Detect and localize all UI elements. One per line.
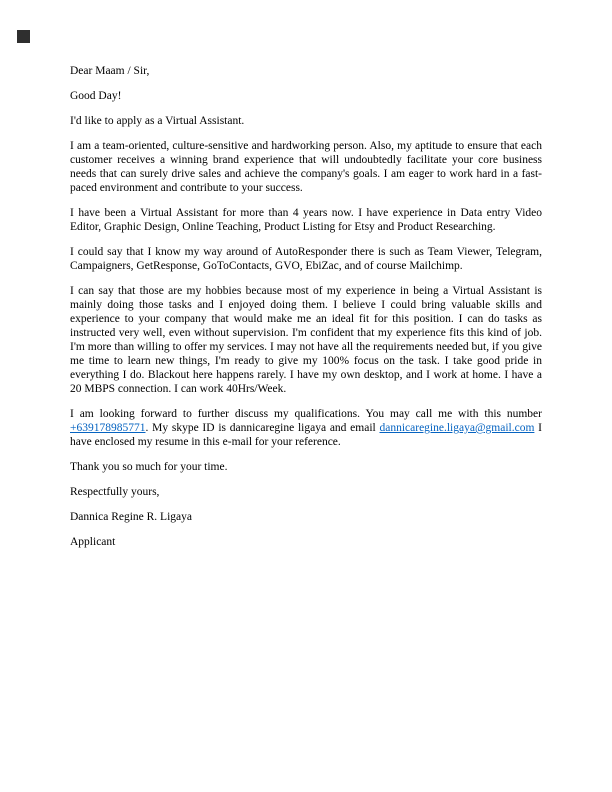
contact-text-before-phone: I am looking forward to further discuss my qualifications. You may call me with this number [70,408,542,420]
sign-off: Respectfully yours, [70,486,160,498]
email-link[interactable]: dannicaregine.ligaya@gmail.com [379,422,535,434]
thanks-line: Thank you so much for your time. [70,461,228,473]
paragraph-qualities: I am a team-oriented, culture-sensitive and hardworking person. Also, my aptitude to ensure that each customer receives a winning brand experience that will undoubtedly facilitate your core business needs that can surely drive sales and achieve the company's goals. I am eager to work hard in a fast-paced environment and contribute to your success. [70,140,542,194]
sender-title: Applicant [70,536,116,548]
paragraph-skills: I can say that those are my hobbies because most of my experience in being a Virtual Assistant is mainly doing those tasks and I enjoyed doing them. I believe I could bring valuable skills and experience to your company that would make me an ideal fit for this position. I can do tasks as instructed very well, even without supervision. I'm confident that my experience fits this kind of job. I'm more than willing to offer my services. I may not have all the requirements needed but, if you give me time to learn new things, I'm ready to give my 100% focus on the task. I take good pride in everything I do. Blackout here happens rarely. I have my own desktop, and I work at home. I have a 20 MBPS connection. I can work 40Hrs/Week. [70,285,542,395]
sender-name: Dannica Regine R. Ligaya [70,511,192,523]
paragraph-experience: I have been a Virtual Assistant for more than 4 years now. I have experience in Data entry Video Editor, Graphic Design, Online Teaching, Product Listing for Etsy and Product Researching. [70,207,542,233]
embedded-object-marker [17,30,30,43]
phone-link[interactable]: +639178985771 [70,422,146,434]
letter-body [70,64,542,560]
intro-line: I'd like to apply as a Virtual Assistant. [70,115,245,127]
contact-text-after-email: I have enclosed my resume in this e-mail for your reference. [70,422,542,448]
paragraph-tools: I could say that I know my way around of AutoResponder there is such as Team Viewer, Telegram, Campaigners, GetResponse, GoToContacts, GVO, EbiZac, and of course Mailchimp. [70,246,542,272]
salutation: Dear Maam / Sir, [70,65,150,77]
greeting-line: Good Day! [70,90,122,102]
paragraph-contact [70,407,542,449]
contact-text-after-phone: . My skype ID is dannicaregine ligaya and email [145,422,380,434]
